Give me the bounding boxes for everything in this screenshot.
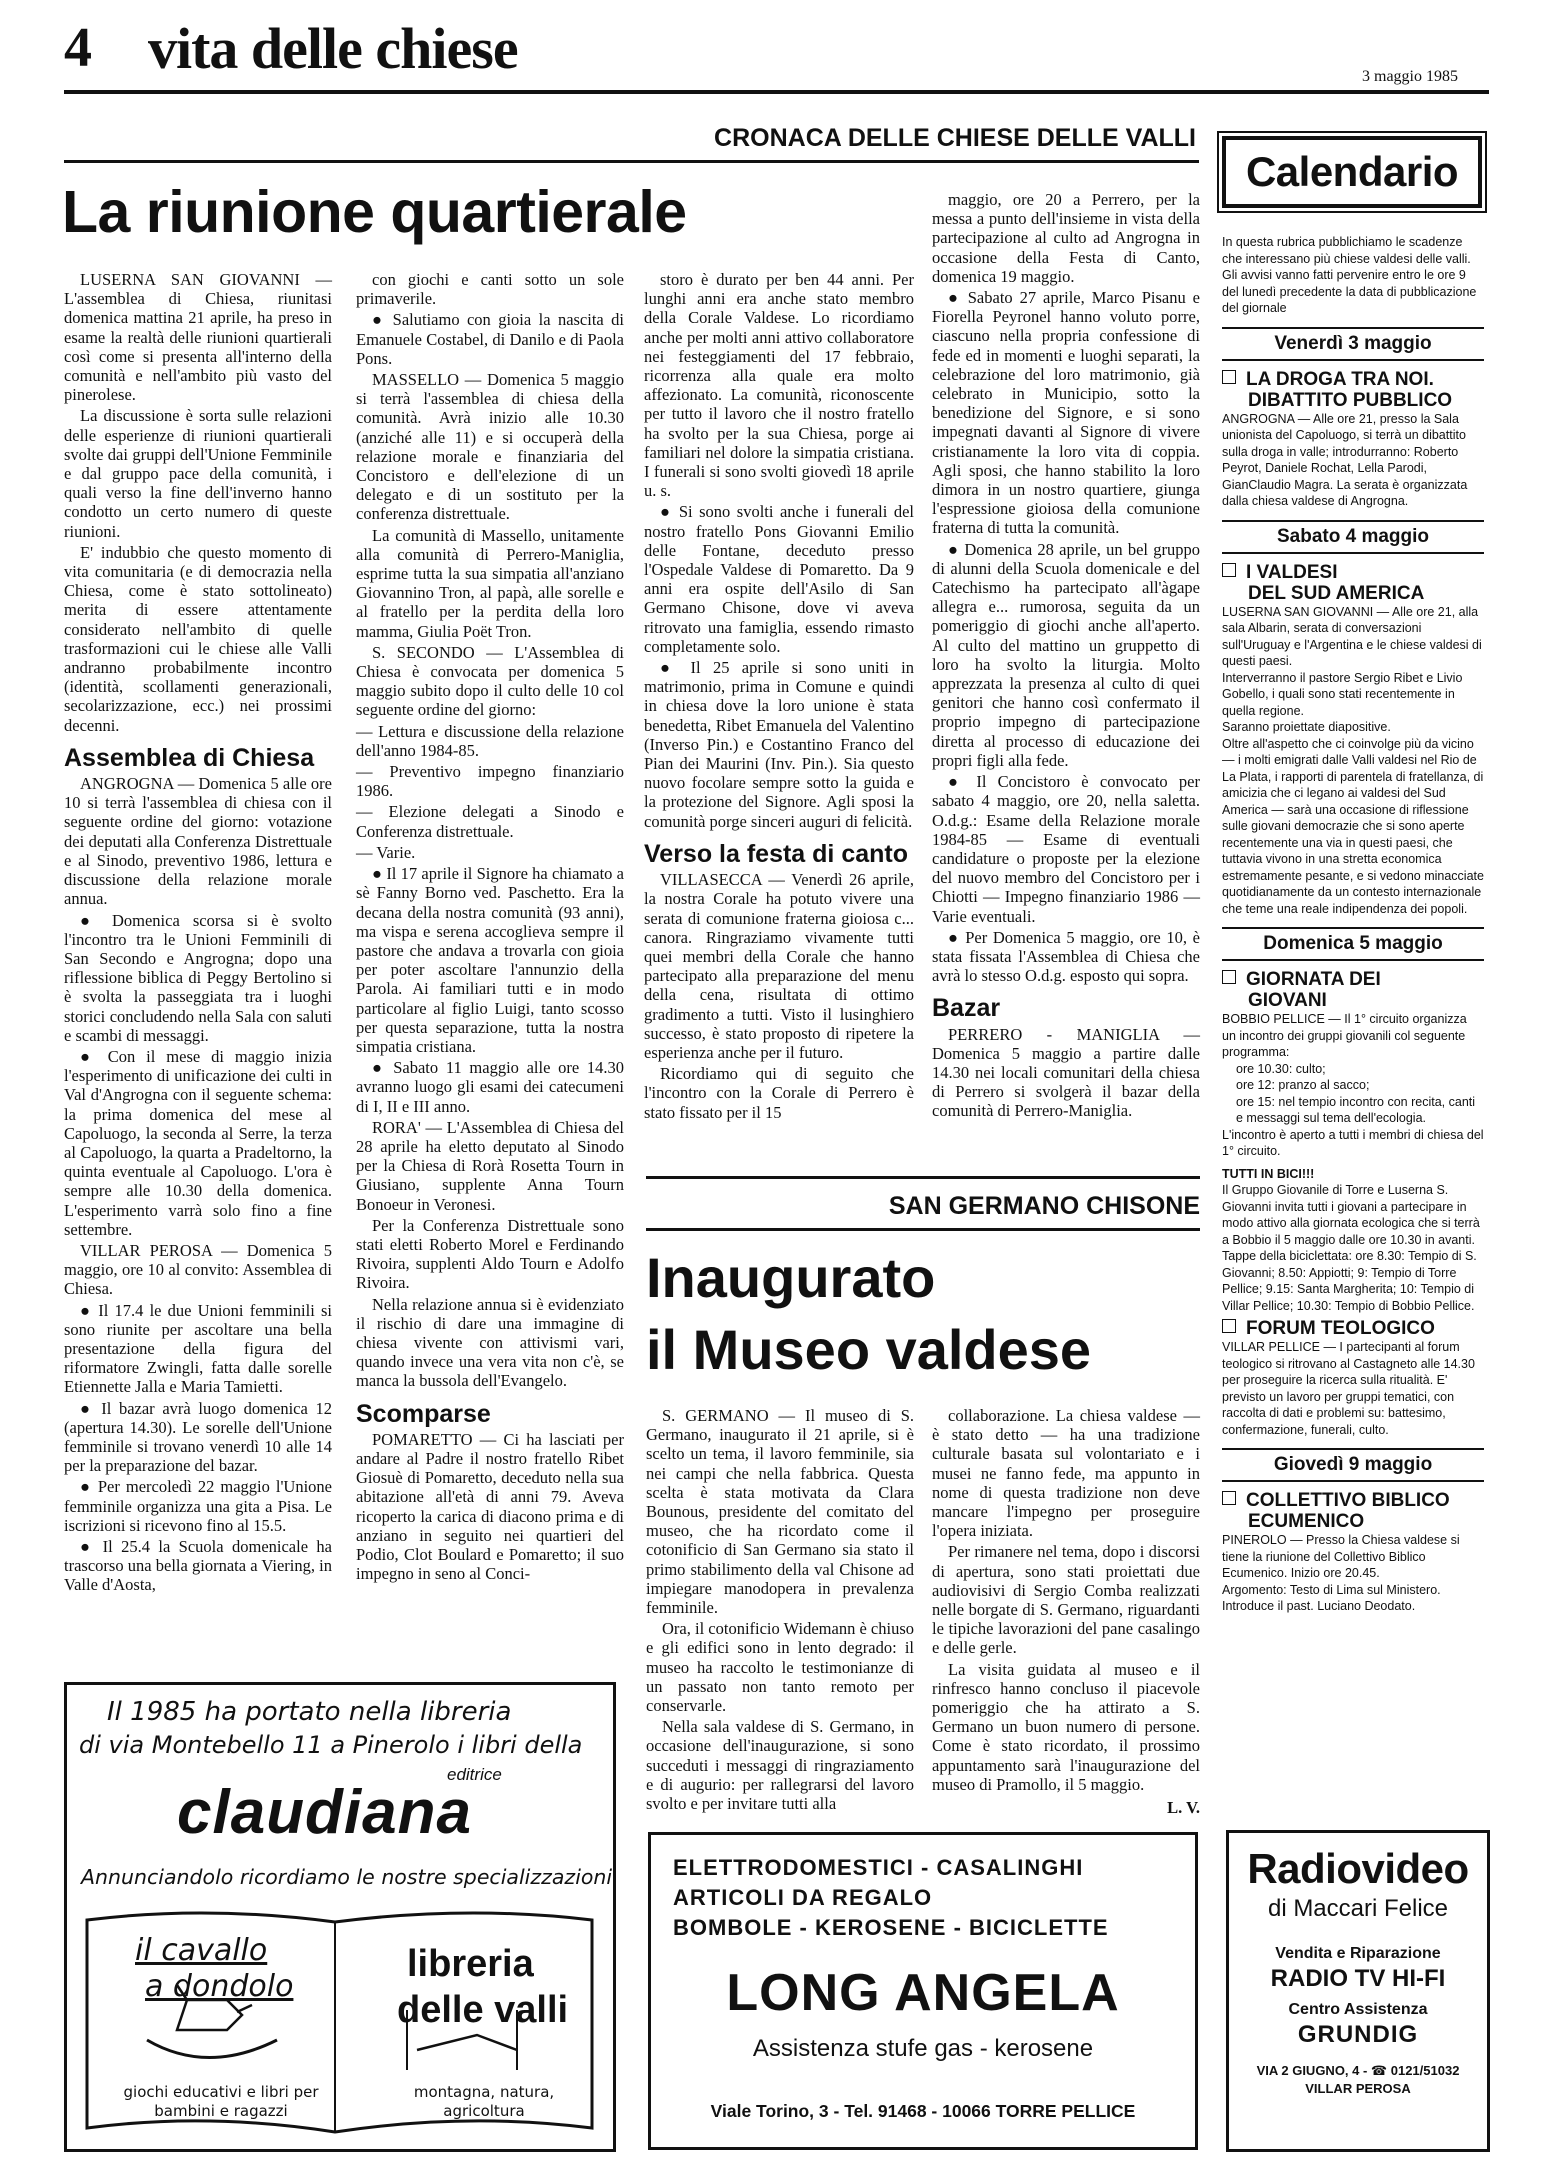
ad-claudiana-right-sub: montagna, natura, agricoltura (413, 2083, 555, 2120)
germano-column-2 (932, 1406, 1200, 1817)
ad-long-line1: ELETTRODOMESTICI - CASALINGHI (673, 1855, 1084, 1880)
divider (1222, 327, 1484, 329)
paragraph: ● Il 25 aprile si sono uniti in matrimonio, prima in Comune e quindi in chiesa dove la loro unione è stata benedetta, Ribet Emanuela del Valentino (Inverso Pin.) e Costantino Franco del Pian dei Maurini (Inv. Pin.). Sia questo nuovo focolare sempre sotto la guida e la protezione del Signore. Agli sposi la comunità porge sinceri auguri di felicità. (644, 658, 914, 831)
column-1 (64, 270, 332, 1597)
divider (1222, 359, 1484, 361)
subhead-festa-canto: Verso la festa di canto (644, 839, 908, 868)
divider (1222, 552, 1484, 554)
calendar-day: Sabato 4 maggio (1276, 525, 1430, 547)
event-title: FORUM TEOLOGICO (1246, 1318, 1435, 1339)
column-3 (644, 270, 914, 1124)
divider (1222, 1480, 1484, 1482)
germano-headline-1: Inaugurato (646, 1246, 936, 1309)
calendar-title-box (1222, 136, 1482, 208)
paragraph: Ricordiamo qui di seguito che l'incontro con la Corale di Perrero è stato fissato per il 15 (644, 1064, 914, 1122)
calendar-day: Giovedì 9 maggio (1273, 1454, 1433, 1475)
event-text: Il Gruppo Giovanile di Torre e Luserna S. Giovanni invita tutti i giovani a partecipare in modo attivo alla giornata ecologica che si terrà a Bobbio il 5 maggio dalle ore 10.30 in avanti. (1222, 1183, 1480, 1247)
paragraph: Per la Conferenza Distrettuale sono stati eletti Roberto Morel e Ferdinando Rivoira, supplenti Aldo Tourn e Adolfo Rivoira. (356, 1215, 624, 1293)
ad-long-angela (648, 1832, 1198, 2150)
event-title: DEL SUD AMERICA (1248, 582, 1425, 604)
ad-claudiana-left-title-1: il cavallo (135, 1933, 268, 1968)
paragraph: maggio, ore 20 a Perrero, per la messa a punto dell'insieme in vista della partecipazione al culto ad Angrogna in occasione della Festa di Canto, domenica 19 maggio. (932, 190, 1200, 286)
section-title: vita delle chiese (148, 16, 518, 81)
germano-column-1 (646, 1406, 914, 1815)
paragraph: Nella relazione annua si è evidenziato il rischio di dare una immagine di chiesa vivente con attivismi vari, quando invece una vera vita non c'è, se manca la bussola dell'Evangelo. (356, 1294, 624, 1391)
event-title: COLLETTIVO BIBLICO (1246, 1490, 1450, 1511)
paragraph: ● Il 17 aprile il Signore ha chiamato a sè Fanny Borno ved. Paschetto. Era la decana della nostra comunità (93 anni), ma vispa e serena accoglieva sempre il pastore che andava a trovarla con gioia per poter ascoltare l'annunzio della Parola. Ai familiari tutti e in modo particolare al figlio Luigi, tanto scosso per questa separazione, tutta la nostra simpatia cristiana. (356, 864, 624, 1056)
checkbox-icon (1222, 970, 1236, 984)
paragraph: con giochi e canti sotto un sole primaverile. (356, 270, 624, 309)
column-4 (932, 190, 1200, 1123)
checkbox-icon (1222, 563, 1236, 577)
kicker-rule (64, 160, 1199, 163)
germano-rule-mid (646, 1228, 1200, 1231)
event-text: Argomento: Testo di Lima sul Ministero. (1222, 1582, 1441, 1597)
subhead-bazar: Bazar (932, 994, 1001, 1023)
ad-radio-line1: Vendita e Riparazione (1275, 1945, 1441, 1962)
ad-radiovideo (1226, 1830, 1490, 2152)
signature: L. V. (1167, 1798, 1200, 1818)
ad-claudiana-brand: claudiana (177, 1778, 472, 1847)
paragraph: ● Sabato 27 aprile, Marco Pisanu e Fiorella Peyronel hanno voluto porre, ciascuno nella propria confessione di fede ed in momenti e luoghi separati, la celebrazione del loro matrimonio, già celebrato in Municipio, sotto la benedizione del Signore, e si sono impegnati davanti al Signore di vivere cristianamente la loro vita di coppia. Agli sposi, che hanno stabilito la loro dimora in un nostro quartiere, giunga l'espressione gioiosa della comunione fraterna di tutta la comunità. (932, 288, 1200, 538)
masthead-rule (64, 90, 1489, 94)
event-text: ANGROGNA — Alle ore 21, presso la Sala unionista del Capoluogo, si terrà un dibattito sulla droga in valle; introdurranno: Roberto Peyrot, Daniele Rochat, Lella Parodi, GianClaudio Magra. La serata è organizzata dalla chiesa valdese di Angrogna. (1222, 411, 1468, 508)
paragraph: ● Si sono svolti anche i funerali del nostro fratello Pons Giovanni Emilio delle Fontane, deceduto presso l'Ospedale Valdese di Pomaretto. Da 9 anni era ospite dell'Asilo di San Germano Chisone, dove vi aveva ritrovato una famiglia, essendo rimasto completamente solo. (644, 502, 914, 656)
event-subhead: TUTTI IN BICI!!! (1222, 1166, 1315, 1181)
event-text: VILLAR PELLICE — I partecipanti al forum teologico si ritrovano al Castagneto alle 14.30 per proseguire la ricerca sulla ritualità. E' previsto un lavoro per gruppi tematici, con raccolta di dati e problemi su: battesimo, confermazione, funerali, culto. (1222, 1340, 1475, 1437)
event-text: Interverranno il pastore Sergio Ribet e Livio Gobello, i quali sono stati recentemente in quella regione. (1222, 670, 1463, 718)
paragraph: VILLASECCA — Venerdì 26 aprile, la nostra Corale ha potuto vivere una serata di comunione fraterna gioiosa c... canora. Ringraziamo vivamente tutti quei membri della Corale che hanno partecipato alla preparazione del menu della cena, risultata di ottimo gradimento a tutti. Visto il lusinghiero successo, è stato proposto di ripetere la esperienza anche per il futuro. (644, 870, 914, 1062)
paragraph: ● Il bazar avrà luogo domenica 12 (apertura 14.30). Le sorelle dell'Unione femminile si trovano venerdì 10 alle 14 per la preparazione del bazar. (64, 1398, 332, 1476)
schedule-item: ore 10.30: culto; (1236, 1061, 1326, 1076)
page-number: 4 (64, 17, 92, 79)
ad-radio-brand: Radiovideo (1247, 1845, 1469, 1892)
paragraph: ● Con il mese di maggio inizia l'esperimento di unificazione dei culti in Val d'Angrogna con il seguente schema: la prima domenica del mese al Capoluogo, la seconda al Serre, la terza al Capoluogo, la quarta a Pradeltorno, la quinta eventuale al Capoluogo. L'ora è sempre alle 10.30 della domenica. L'esperimento varrà solo fino a fine settembre. (64, 1046, 332, 1239)
list-item: — Varie. (356, 842, 416, 862)
calendar-day: Venerdì 3 maggio (1274, 332, 1432, 354)
paragraph: La comunità di Massello, unitamente alla comunità di Perrero-Maniglia, esprime tutta la sua simpatia all'anziano Giovannino Tron, al papà, alle sorelle e al fratello per la perdita della loro mamma, Giulia Poët Tron. (356, 525, 624, 641)
subhead-assemblea: Assemblea di Chiesa (64, 743, 315, 772)
ad-claudiana-left-title-2: a dondolo (145, 1969, 294, 2004)
event-text: L'incontro è aperto a tutti i membri di chiesa del 1° circuito. (1222, 1127, 1484, 1158)
schedule-item: ore 12: pranzo al sacco; (1236, 1078, 1370, 1092)
event-text: Saranno proiettate diapositive. (1222, 720, 1391, 734)
paragraph: PERRERO - MANIGLIA — Domenica 5 maggio a partire dalle 14.30 nei locali comunitari della chiesa di Perrero si svolgerà il bazar della comunità di Perrero-Maniglia. (932, 1024, 1200, 1121)
kicker-germano: SAN GERMANO CHISONE (888, 1192, 1200, 1220)
column-2 (356, 270, 624, 1585)
event-text: LUSERNA SAN GIOVANNI — Alle ore 21, alla sala Albarin, serata di conversazioni sull'Uruguay e l'Argentina e le chiese valdesi di questi paesi. (1222, 604, 1482, 668)
ad-long-line3: BOMBOLE - KEROSENE - BICICLETTE (673, 1915, 1109, 1940)
event-title: GIORNATA DEI (1246, 969, 1381, 990)
calendar-intro: In questa rubrica pubblichiamo le scadenze che interessano più chiese valdesi delle valli. Gli avvisi vanno fatti pervenire entro le ore 9 del lunedì precedente la data di pubblicazione del giornale (1222, 235, 1477, 315)
ad-radio-address: VIA 2 GIUGNO, 4 - ☎ 0121/51032 (1256, 2063, 1460, 2078)
paragraph: ● Sabato 11 maggio alle ore 14.30 avranno luogo gli esami dei catecumeni di I, II e III anno. (356, 1058, 624, 1116)
checkbox-icon (1222, 1319, 1236, 1333)
ad-radio-town: VILLAR PEROSA (1305, 2081, 1411, 2096)
checkbox-icon (1222, 1491, 1236, 1505)
paragraph: ● Domenica 28 aprile, un bel gruppo di alunni della Scuola domenicale e del Catechismo ha partecipato all'àgape allegra e... rumorosa, seguita da un pomeriggio di giochi anche all'aperto. Al culto del mattino un gruppetto di loro ha svolto la liturgia. Molto apprezzata la presenza al culto di quei genitori che hanno così confermato il proprio impegno di partecipazione diretta al processo di educazione dei propri figli alla fede. (932, 539, 1200, 770)
paragraph: La visita guidata al museo e il rinfresco hanno concluso il piacevole pomeriggio che ha attirato a S. Germano un buon numero di persone. Come è stato ricordato, il prossimo appuntamento sarà l'inaugurazione del museo di Pramollo, il 5 maggio. (932, 1659, 1200, 1794)
subhead-scomparse: Scomparse (356, 1399, 491, 1428)
paragraph: Per rimanere nel tema, dopo i discorsi di apertura, sono stati proiettati due audiovisivi di Sergio Comba realizzati nelle borgate di S. Germano, riguardanti le tipiche lavorazioni del pane casalingo e delle gerle. (932, 1542, 1200, 1658)
paragraph: La discussione è sorta sulle relazioni delle esperienze di riunioni quartierali svolte dai gruppi dell'Unione Femminile e dal gruppo pace della comunità, i quali verso la fine dell'inverno hanno condotto un certo numero di queste riunioni. (64, 406, 332, 541)
schedule-item: ore 15: nel tempio incontro con recita, canti e messaggi sul tema dell'ecologia. (1236, 1094, 1476, 1125)
checkbox-icon (1222, 370, 1236, 384)
ad-long-tag: Assistenza stufe gas - kerosene (752, 2035, 1094, 2062)
ad-radio-line3: Centro Assistenza (1288, 2001, 1428, 2018)
ad-claudiana-right-title-1: libreria (407, 1943, 534, 1985)
list-item: — Preventivo impegno finanziario 1986. (356, 762, 624, 801)
ad-long-line2: ARTICOLI DA REGALO (673, 1885, 933, 1910)
germano-rule-top (646, 1176, 1200, 1179)
divider (1222, 959, 1484, 961)
paragraph: S. SECONDO — L'Assemblea di Chiesa è convocata per domenica 5 maggio subito dopo il culto delle 10 col seguente ordine del giorno: (356, 642, 624, 720)
paragraph: E' indubbio che questo momento di vita comunitaria (e di democrazia nella Chiesa, come è stato sottolineato) merita di essere attentamente considerato nell'ambito di quelle trasformazioni cui le chiese alle Valli andranno probabilmente incontro (identità, scollamenti generazionali, secolarizzazione, ecc.) nei prossimi decenni. (64, 542, 332, 735)
event-title: DIBATTITO PUBBLICO (1248, 389, 1453, 411)
paragraph: MASSELLO — Domenica 5 maggio si terrà l'assemblea di chiesa della comunità. Avrà inizio alle 10.30 (anziché alle 11) e si occuperà della relazione morale e finanziaria del Concistoro e dell'elezione di un delegato e di un sostituto per la conferenza distrettuale. (356, 370, 624, 524)
calendar-title: Calendario (1245, 148, 1459, 195)
paragraph: VILLAR PEROSA — Domenica 5 maggio, ore 10 al convito: Assemblea di Chiesa. (64, 1240, 332, 1299)
paragraph: ● Il 17.4 le due Unioni femminili si sono riunite per ascoltare una bella presentazione della figura del riformatore Zwingli, fatta dalle sorelle Etiennette Jalla e Maria Tamietti. (64, 1300, 332, 1397)
paragraph: S. GERMANO — Il museo di S. Germano, inaugurato il 21 aprile, si è scelto un tema, il lavoro femminile, sia nei campi che nella fabbrica. Questa scelta è stata motivata da Clara Bounous, presidente del comitato del museo, che ha ricordato come il cotonificio di San Germano sia stato il primo stabilimento della val Chisone ad impiegare manodopera in prevalenza femminile. (646, 1406, 914, 1618)
event-text: Introduce il past. Luciano Deodato. (1222, 1599, 1416, 1613)
list-item: — Elezione delegati a Sinodo e Conferenza distrettuale. (356, 802, 624, 841)
paragraph: collaborazione. La chiesa valdese — è stato detto — ha una tradizione culturale basata sul volontariato e i musei ne fanno fede, ma appunto in nome di questa tradizione non deve mancare l'impegno per proseguire l'opera iniziata. (932, 1406, 1200, 1541)
ad-radio-line2: RADIO TV HI-FI (1270, 1965, 1446, 1992)
ad-long-brand: LONG ANGELA (726, 1964, 1120, 2022)
paragraph: ● Per mercoledì 22 maggio l'Unione femminile organizza una gita a Pisa. Le iscrizioni si ricevono fino al 15.5. (64, 1477, 332, 1535)
calendar (1222, 234, 1484, 1615)
divider (1222, 927, 1484, 929)
paragraph: POMARETTO — Ci ha lasciati per andare al Padre il nostro fratello Ribet Giosuè di Pomaretto, deceduto nella sua abitazione all'età di anni 79. Aveva ricoperto la carica di diacono prima e di anziano in seguito nei quartieri del Podio, Clot Boulard e Pomaretto; il suo impegno in seno al Conci- (356, 1429, 624, 1584)
ad-claudiana (64, 1682, 616, 2152)
ad-long-address: Viale Torino, 3 - Tel. 91468 - 10066 TORRE PELLICE (710, 2101, 1136, 2121)
paragraph: LUSERNA SAN GIOVANNI — L'assemblea di Chiesa, riunitasi domenica mattina 21 aprile, ha preso in esame la realtà delle riunioni quartierali così come si presenta all'interno della comunità e nell'ambito più vasto del pinerolese. (64, 270, 332, 405)
paragraph: ● Il Concistoro è convocato per sabato 4 maggio, ore 20, nella saletta. O.d.g.: Esame della Relazione morale 1984-85 — Esame di eventuali candidature o proposte per la elezione del nuovo membro del Concistoro per i Chiotti — Impegno finanziario 1986 — Varie eventuali. (932, 772, 1200, 926)
event-title: I VALDESI (1246, 561, 1338, 583)
paragraph: RORA' — L'Assemblea di Chiesa del 28 aprile ha eletto deputato al Sinodo per la Chiesa di Rorà Rosetta Tourn in Giusiano, supplente Anna Tourn Bonoeur in Veronesi. (356, 1117, 624, 1214)
ad-claudiana-line2: di via Montebello 11 a Pinerolo i libri della (79, 1731, 583, 1759)
paragraph: storo è durato per ben 44 anni. Per lunghi anni era anche stato membro della Corale Valdese. Lo ricordiamo anche per molti anni attivo collaboratore nei festeggiamenti del 17 febbraio, ricorrenza alla quale era molto affezionato. La comunità, riconoscente per tutto il lavoro che il nostro fratello ha svolto per la sua Chiesa, porge ai familiari nel dolore la simpatia cristiana. I funerali si sono svolti giovedì 18 aprile u. s. (644, 270, 914, 501)
event-text: Oltre all'aspetto che ci coinvolge più da vicino — i molti emigrati dalle Valli valdesi nel Rio de La Plata, i rapporti di parentela di fratellanza, di amicizia che ci legano ai valdesi del Sud America — sarà una occasione di riflessione sulle giovani democrazie che si sono aperte recentemente una via in questi paesi, che tuttavia vivono in una stretta economica estremamente pesante, e si vedono minacciate quotidianamente da un contesto internazionale che teme una reale indipendenza dei popoli. (1222, 736, 1484, 916)
paragraph: ANGROGNA — Domenica 5 alle ore 10 si terrà l'assemblea di chiesa con il seguente ordine del giorno: votazione dei deputati alla Conferenza Distrettuale e al Sinodo, preventivo 1986, lettura e discussione della relazione morale annua. (64, 774, 332, 909)
paragraph: ● Per Domenica 5 maggio, ore 10, è stata fissata l'Assemblea di Chiesa che avrà lo stesso O.d.g. esposto qui sopra. (932, 927, 1200, 986)
event-text: Tappe della biciclettata: ore 8.30: Tempio di S. Giovanni; 8.50: Appiotti; 9: Tempio di Torre Pellice; 9.15: Santa Margherita; 10: Tempio di Villar Pellice; 10.30: Tempio di Bobbio Pellice. (1222, 1249, 1477, 1313)
list-item: — Lettura e discussione della relazione dell'anno 1984-85. (356, 721, 624, 760)
paragraph: Ora, il cotonificio Widemann è chiuso e gli edifici sono in lento degrado: il museo ha raccolto le testimonianze di un passato non tanto remoto per conservarle. (646, 1619, 914, 1716)
ad-claudiana-small: editrice (447, 1765, 502, 1784)
event-title: LA DROGA TRA NOI. (1246, 368, 1434, 390)
event-title: ECUMENICO (1248, 1511, 1365, 1532)
calendar-day: Domenica 5 maggio (1263, 933, 1443, 954)
ad-radio-line4: GRUNDIG (1297, 2021, 1419, 2048)
ad-claudiana-line1: Il 1985 ha portato nella libreria (107, 1697, 512, 1727)
ad-claudiana-line3: Annunciandolo ricordiamo le nostre specializzazioni (81, 1865, 613, 1889)
paragraph: ● Il 25.4 la Scuola domenicale ha trascorso una bella giornata a Viering, in Valle d'Aosta, (64, 1537, 332, 1595)
kicker-valli: CRONACA DELLE CHIESE DELLE VALLI (714, 124, 1196, 152)
event-text: BOBBIO PELLICE — Il 1° circuito organizza un incontro dei gruppi giovanili col seguente programma: (1222, 1012, 1467, 1059)
ad-claudiana-left-sub: giochi educativi e libri per bambini e ragazzi (123, 2083, 319, 2120)
event-title: GIOVANI (1248, 990, 1327, 1011)
ad-claudiana-right-title-2: delle valli (397, 1989, 569, 2031)
issue-date: 3 maggio 1985 (1362, 68, 1458, 85)
ad-radio-owner: di Maccari Felice (1267, 1895, 1449, 1922)
germano-headline-2: il Museo valdese (646, 1318, 1092, 1381)
divider (1222, 1448, 1484, 1450)
paragraph: ● Salutiamo con gioia la nascita di Emanuele Costabel, di Danilo e di Paola Pons. (356, 310, 624, 368)
paragraph: Nella sala valdese di S. Germano, in occasione dell'inaugurazione, si sono succeduti i messaggi di ringraziamento e di augurio: per rallegrarsi del lavoro svolto e per invitare tutti alla (646, 1717, 914, 1814)
divider (1222, 520, 1484, 522)
paragraph: ● Domenica scorsa si è svolto l'incontro tra le Unioni Femminili di San Secondo e Angrogna; dopo una riflessione biblica di Peggy Bertolino si è svolta la passeggiata tra i luoghi storici concludendo nella Sala con saluti e scambi di messaggi. (64, 910, 332, 1045)
event-text: PINEROLO — Presso la Chiesa valdese si tiene la riunione del Collettivo Biblico Ecumenico. Inizio ore 20.45. (1222, 1533, 1460, 1580)
main-headline: La riunione quartierale (62, 179, 687, 245)
